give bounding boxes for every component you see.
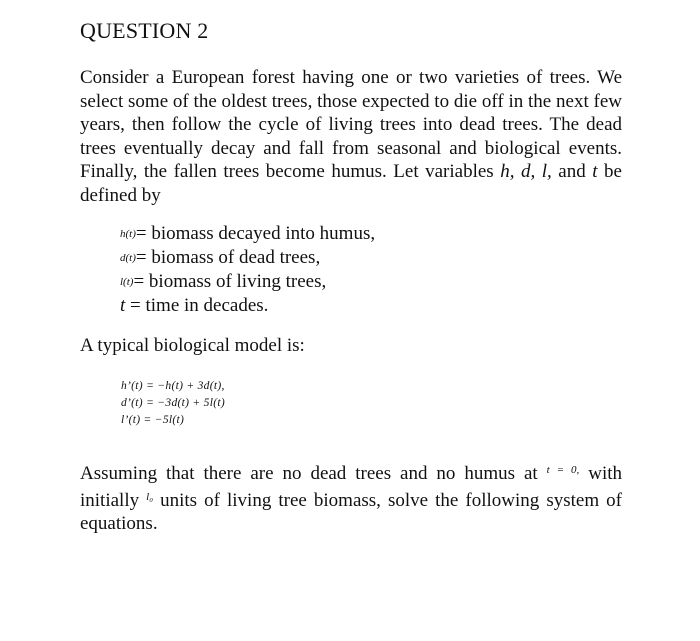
- definition-text: = biomass of living trees,: [133, 271, 327, 292]
- definition-dead-trees: [120, 246, 375, 270]
- definition-text: = biomass of dead trees,: [135, 247, 321, 268]
- definition-symbol: l(t): [120, 276, 134, 288]
- definition-list: [120, 222, 375, 318]
- definition-symbol: t: [120, 295, 126, 316]
- definition-symbol: h(t): [120, 228, 136, 240]
- equation-living-trees: l’(t) = −5l(t): [121, 414, 185, 426]
- equation-system: [121, 378, 225, 429]
- closing-paragraph: [80, 459, 622, 536]
- initial-condition: t = 0,: [546, 464, 580, 476]
- initial-living-biomass: l₀: [146, 490, 154, 503]
- definition-time: [120, 294, 375, 318]
- question-title: QUESTION 2: [80, 18, 209, 43]
- definition-text: = biomass decayed into humus,: [135, 223, 376, 244]
- definition-living-trees: [120, 270, 375, 294]
- intro-text-2: and: [551, 161, 593, 182]
- definition-humus: [120, 222, 375, 246]
- equation-dead-trees: d’(t) = −3d(t) + 5l(t): [121, 397, 225, 409]
- model-intro: A typical biological model is:: [80, 335, 305, 356]
- definition-text: = time in decades.: [125, 295, 269, 316]
- intro-paragraph: [80, 66, 622, 207]
- closing-text-2: with initially: [80, 463, 623, 511]
- intro-variables: h, d, l,: [500, 161, 552, 182]
- definition-symbol: d(t): [120, 252, 136, 264]
- closing-text-1: Assuming that there are no dead trees and no humus at: [80, 463, 547, 484]
- equation-humus: h’(t) = −h(t) + 3d(t),: [121, 380, 225, 392]
- intro-text-3: be defined by: [80, 161, 622, 206]
- closing-text-3: units of living tree biomass, solve the following system of equations.: [80, 489, 622, 534]
- intro-text-1: Consider a European forest having one or two varieties of trees. We select some of the oldest trees, those expected to die off in the next few years, then follow the cycle of living trees into dead trees. The dead trees eventually decay and fall from seasonal and biological events. Finally, the fallen trees become humus. Let variables: [80, 67, 622, 182]
- intro-variable-t: t: [592, 161, 598, 182]
